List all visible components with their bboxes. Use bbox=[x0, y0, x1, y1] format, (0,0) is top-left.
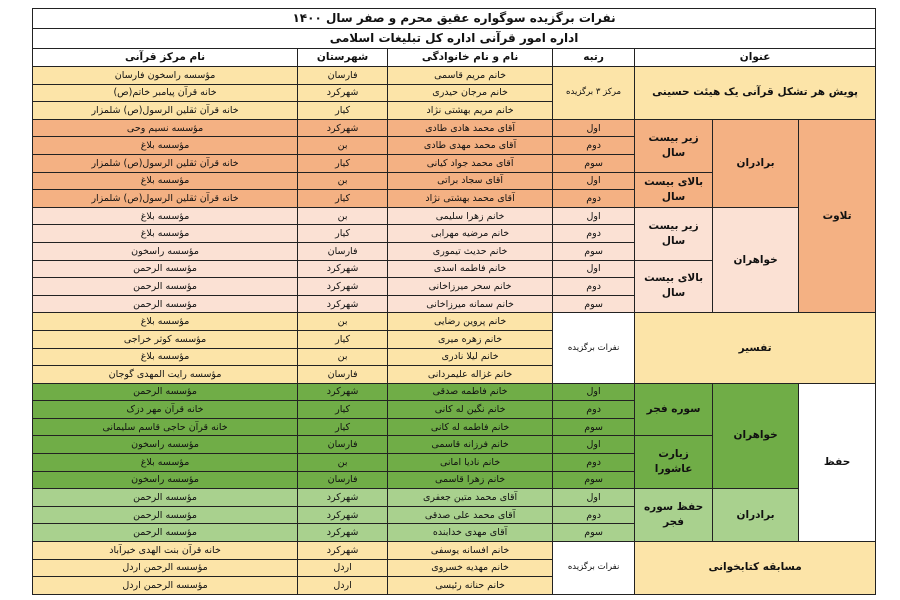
cell-rank: اول bbox=[553, 260, 635, 278]
category-label-baradaran: برادران bbox=[713, 489, 799, 542]
cell-center: مؤسسه الرحمن اردل bbox=[33, 577, 298, 595]
cell-name: خانم مریم بهشتی نژاد bbox=[388, 102, 553, 120]
cell-name: آقای محمد هادی طادی bbox=[388, 119, 553, 137]
cell-center: خانه قرآن ثقلین الرسول(ص) شلمزار bbox=[33, 102, 298, 120]
cell-rank: دوم bbox=[553, 401, 635, 419]
table-row bbox=[33, 383, 876, 401]
table-title: نفرات برگزیده سوگواره عقیق محرم و صفر سال ۱۴۰۰ bbox=[33, 9, 876, 29]
category-label-bala20: بالای بیست سال bbox=[635, 172, 713, 207]
cell-rank: اول bbox=[553, 436, 635, 454]
cell-name: خانم حدیث تیموری bbox=[388, 242, 553, 260]
cell-city: شهرکرد bbox=[298, 524, 388, 542]
category-label-khaharan: خواهران bbox=[713, 383, 799, 489]
cell-name: خانم زهره میری bbox=[388, 330, 553, 348]
cell-city: شهرکرد bbox=[298, 489, 388, 507]
cell-city: شهرکرد bbox=[298, 542, 388, 560]
cell-name: خانم سمانه میرزاخانی bbox=[388, 295, 553, 313]
cell-name: آقای محمد مهدی طادی bbox=[388, 137, 553, 155]
cell-center: مؤسسه الرحمن bbox=[33, 260, 298, 278]
cell-name: خانم زهرا قاسمی bbox=[388, 471, 553, 489]
table-subtitle: اداره امور قرآنی اداره کل تبلیغات اسلامی bbox=[33, 29, 876, 49]
category-label-tafsir: تفسیر bbox=[635, 313, 876, 383]
cell-city: شهرکرد bbox=[298, 383, 388, 401]
cell-center: مؤسسه نسیم وحی bbox=[33, 119, 298, 137]
cell-name: خانم فاطمه صدقی bbox=[388, 383, 553, 401]
cell-center: مؤسسه بلاغ bbox=[33, 313, 298, 331]
cell-center: مؤسسه الرحمن bbox=[33, 295, 298, 313]
cell-center: مؤسسه رایت المهدی گوجان bbox=[33, 366, 298, 384]
cell-center: خانه قرآن ثقلین الرسول(ص) شلمزار bbox=[33, 190, 298, 208]
cell-center: خانه قرآن حاجی قاسم سلیمانی bbox=[33, 418, 298, 436]
cell-name: آقای سجاد براتی bbox=[388, 172, 553, 190]
cell-name: آقای محمد بهشتی نژاد bbox=[388, 190, 553, 208]
table-row bbox=[33, 119, 876, 137]
table-row bbox=[33, 67, 876, 85]
cell-rank: سوم bbox=[553, 471, 635, 489]
cell-center: مؤسسه بلاغ bbox=[33, 172, 298, 190]
header-row bbox=[33, 49, 876, 67]
cell-city: شهرکرد bbox=[298, 278, 388, 296]
category-label-puyesh: پویش هر تشکل قرآنی یک هیئت حسینی bbox=[635, 67, 876, 120]
category-label-surefajr: سوره فجر bbox=[635, 383, 713, 436]
cell-name: خانم مریم قاسمی bbox=[388, 67, 553, 85]
cell-city: فارسان bbox=[298, 366, 388, 384]
cell-rank: سوم bbox=[553, 295, 635, 313]
cell-name: خانم غزاله علیمردانی bbox=[388, 366, 553, 384]
cell-city: کیار bbox=[298, 190, 388, 208]
cell-name: خانم نادیا امانی bbox=[388, 454, 553, 472]
cell-name: آقای محمد جواد کیانی bbox=[388, 154, 553, 172]
cell-rank: دوم bbox=[553, 506, 635, 524]
cell-city: کیار bbox=[298, 102, 388, 120]
category-label-tilavat: تلاوت bbox=[799, 119, 876, 313]
cell-city: کیار bbox=[298, 418, 388, 436]
cell-center: مؤسسه بلاغ bbox=[33, 348, 298, 366]
cell-center: مؤسسه الرحمن bbox=[33, 278, 298, 296]
cell-name: خانم زهرا سلیمی bbox=[388, 207, 553, 225]
cell-city: شهرکرد bbox=[298, 119, 388, 137]
cell-name: خانم سحر میرزاخانی bbox=[388, 278, 553, 296]
cell-city: فارسان bbox=[298, 67, 388, 85]
cell-center: خانه قرآن پیامبر خاتم(ص) bbox=[33, 84, 298, 102]
cell-city: فارسان bbox=[298, 471, 388, 489]
cell-center: خانه قرآن مهر دزک bbox=[33, 401, 298, 419]
cell-center: مؤسسه الرحمن اردل bbox=[33, 559, 298, 577]
category-label-bala20: بالای بیست سال bbox=[635, 260, 713, 313]
cell-name: خانم افسانه یوسفی bbox=[388, 542, 553, 560]
cell-center: خانه قرآن ثقلین الرسول(ص) شلمزار bbox=[33, 154, 298, 172]
table-row bbox=[33, 542, 876, 560]
cell-name: خانم نگین له کانی bbox=[388, 401, 553, 419]
cell-city: بن bbox=[298, 207, 388, 225]
cell-city: شهرکرد bbox=[298, 260, 388, 278]
cell-rank: اول bbox=[553, 172, 635, 190]
category-label-ketab: مسابقه کتابخوانی bbox=[635, 542, 876, 595]
cell-name: خانم فرزانه قاسمی bbox=[388, 436, 553, 454]
cell-city: بن bbox=[298, 348, 388, 366]
category-label-ziarat: زیارت عاشورا bbox=[635, 436, 713, 489]
cell-city: اردل bbox=[298, 577, 388, 595]
cell-center: مؤسسه راسخون فارسان bbox=[33, 67, 298, 85]
cell-city: بن bbox=[298, 172, 388, 190]
cell-center: مؤسسه بلاغ bbox=[33, 207, 298, 225]
table-row bbox=[33, 489, 876, 507]
cell-center: مؤسسه کوثر خراجی bbox=[33, 330, 298, 348]
category-label-baradaran: برادران bbox=[713, 119, 799, 207]
cell-rank: اول bbox=[553, 383, 635, 401]
cell-rank: دوم bbox=[553, 225, 635, 243]
header-onvan: عنوان bbox=[635, 49, 876, 67]
cell-center: مؤسسه الرحمن bbox=[33, 383, 298, 401]
category-label-nafarat: نفرات برگزیده bbox=[553, 542, 635, 595]
cell-rank: دوم bbox=[553, 190, 635, 208]
category-label-hefzfajr: حفظ سوره فجر bbox=[635, 489, 713, 542]
results-sheet bbox=[32, 8, 875, 595]
category-label-hefz: حفظ bbox=[799, 383, 876, 541]
cell-name: خانم لیلا نادری bbox=[388, 348, 553, 366]
cell-name: خانم مهدیه خسروی bbox=[388, 559, 553, 577]
cell-city: شهرکرد bbox=[298, 506, 388, 524]
cell-name: خانم فاطمه له کانی bbox=[388, 418, 553, 436]
cell-name: خانم مرجان حیدری bbox=[388, 84, 553, 102]
category-label-zir20: زیر بیست سال bbox=[635, 207, 713, 260]
cell-name: خانم مرضیه مهرابی bbox=[388, 225, 553, 243]
cell-rank: اول bbox=[553, 207, 635, 225]
cell-city: شهرکرد bbox=[298, 84, 388, 102]
cell-name: خانم پروین رضایی bbox=[388, 313, 553, 331]
cell-city: فارسان bbox=[298, 242, 388, 260]
header-city: شهرستان bbox=[298, 49, 388, 67]
header-center: نام مرکز قرآنی bbox=[33, 49, 298, 67]
cell-city: بن bbox=[298, 137, 388, 155]
cell-center: مؤسسه بلاغ bbox=[33, 137, 298, 155]
cell-city: بن bbox=[298, 313, 388, 331]
cell-city: فارسان bbox=[298, 436, 388, 454]
cell-rank: اول bbox=[553, 489, 635, 507]
cell-city: بن bbox=[298, 454, 388, 472]
results-table bbox=[32, 8, 876, 595]
cell-rank: دوم bbox=[553, 137, 635, 155]
cell-center: خانه قرآن بنت الهدی خیرآباد bbox=[33, 542, 298, 560]
cell-rank: سوم bbox=[553, 242, 635, 260]
cell-rank: سوم bbox=[553, 154, 635, 172]
category-label-markaz3: مرکز ۳ برگزیده bbox=[553, 67, 635, 120]
cell-rank: سوم bbox=[553, 524, 635, 542]
cell-city: کیار bbox=[298, 401, 388, 419]
table-row bbox=[33, 313, 876, 331]
cell-city: کیار bbox=[298, 225, 388, 243]
cell-center: مؤسسه الرحمن bbox=[33, 524, 298, 542]
cell-name: خانم حنانه رئیسی bbox=[388, 577, 553, 595]
cell-center: مؤسسه راسخون bbox=[33, 242, 298, 260]
table-row bbox=[33, 207, 876, 225]
header-name: نام و نام خانوادگی bbox=[388, 49, 553, 67]
cell-center: مؤسسه راسخون bbox=[33, 471, 298, 489]
category-label-nafarat: نفرات برگزیده bbox=[553, 313, 635, 383]
cell-city: کیار bbox=[298, 154, 388, 172]
cell-center: مؤسسه الرحمن bbox=[33, 489, 298, 507]
header-rotbe: رتبه bbox=[553, 49, 635, 67]
cell-city: شهرکرد bbox=[298, 295, 388, 313]
category-label-khaharan: خواهران bbox=[713, 207, 799, 313]
cell-rank: دوم bbox=[553, 278, 635, 296]
cell-name: آقای محمد علی صدقی bbox=[388, 506, 553, 524]
cell-name: آقای محمد متین جعفری bbox=[388, 489, 553, 507]
cell-name: آقای مهدی خدابنده bbox=[388, 524, 553, 542]
cell-rank: سوم bbox=[553, 418, 635, 436]
cell-name: خانم فاطمه اسدی bbox=[388, 260, 553, 278]
cell-rank: اول bbox=[553, 119, 635, 137]
cell-center: مؤسسه راسخون bbox=[33, 436, 298, 454]
cell-center: مؤسسه الرحمن bbox=[33, 506, 298, 524]
cell-center: مؤسسه بلاغ bbox=[33, 225, 298, 243]
cell-city: اردل bbox=[298, 559, 388, 577]
cell-center: مؤسسه بلاغ bbox=[33, 454, 298, 472]
cell-rank: دوم bbox=[553, 454, 635, 472]
category-label-zir20: زیر بیست سال bbox=[635, 119, 713, 172]
cell-city: کیار bbox=[298, 330, 388, 348]
